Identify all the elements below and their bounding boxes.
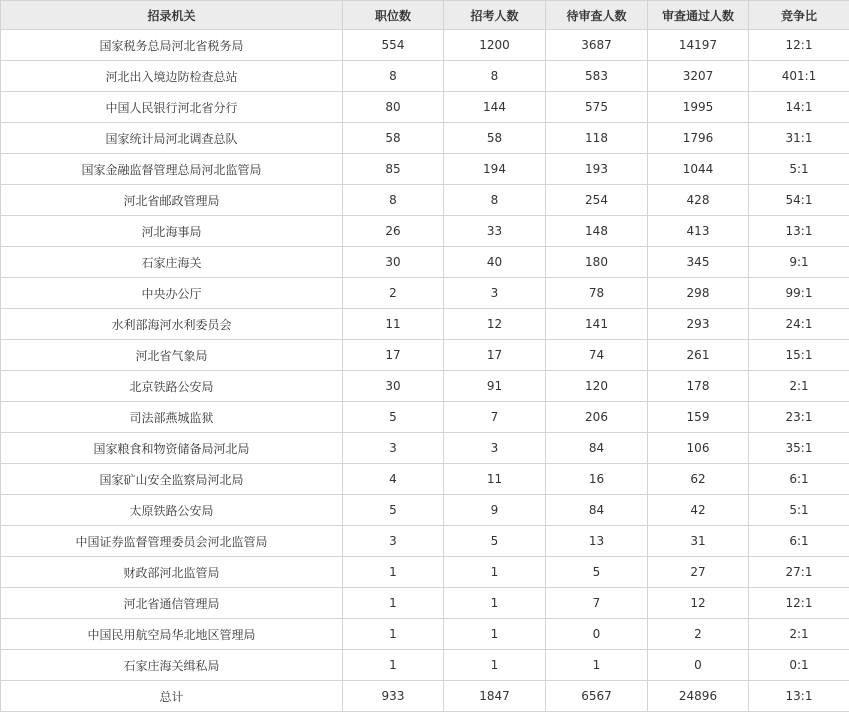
cell-approved: 106 bbox=[648, 433, 749, 464]
cell-approved: 14197 bbox=[648, 30, 749, 61]
cell-approved: 159 bbox=[648, 402, 749, 433]
table-row bbox=[1, 588, 849, 619]
cell-positions: 554 bbox=[343, 30, 444, 61]
table-header bbox=[1, 1, 849, 30]
cell-agency: 石家庄海关缉私局 bbox=[1, 650, 343, 681]
table-row bbox=[1, 526, 849, 557]
cell-positions: 2 bbox=[343, 278, 444, 309]
cell-approved: 42 bbox=[648, 495, 749, 526]
cell-approved: 0 bbox=[648, 650, 749, 681]
cell-agency: 水利部海河水利委员会 bbox=[1, 309, 343, 340]
cell-pending-review: 6567 bbox=[546, 681, 648, 712]
cell-recruits: 3 bbox=[444, 433, 546, 464]
cell-pending-review: 78 bbox=[546, 278, 648, 309]
table-row bbox=[1, 402, 849, 433]
cell-approved: 1044 bbox=[648, 154, 749, 185]
header-row bbox=[1, 1, 849, 30]
cell-recruits: 33 bbox=[444, 216, 546, 247]
cell-agency: 中国人民银行河北省分行 bbox=[1, 92, 343, 123]
header-approved: 审查通过人数 bbox=[648, 1, 749, 30]
cell-pending-review: 193 bbox=[546, 154, 648, 185]
cell-agency: 中国证券监督管理委员会河北监管局 bbox=[1, 526, 343, 557]
cell-pending-review: 118 bbox=[546, 123, 648, 154]
cell-positions: 5 bbox=[343, 495, 444, 526]
cell-agency: 河北海事局 bbox=[1, 216, 343, 247]
cell-positions: 933 bbox=[343, 681, 444, 712]
header-recruits: 招考人数 bbox=[444, 1, 546, 30]
cell-positions: 8 bbox=[343, 185, 444, 216]
cell-competition-ratio: 35:1 bbox=[749, 433, 849, 464]
cell-recruits: 1 bbox=[444, 650, 546, 681]
cell-pending-review: 13 bbox=[546, 526, 648, 557]
cell-competition-ratio: 23:1 bbox=[749, 402, 849, 433]
cell-approved: 62 bbox=[648, 464, 749, 495]
cell-agency: 北京铁路公安局 bbox=[1, 371, 343, 402]
cell-agency: 石家庄海关 bbox=[1, 247, 343, 278]
cell-recruits: 12 bbox=[444, 309, 546, 340]
table-row bbox=[1, 464, 849, 495]
cell-agency: 国家矿山安全监察局河北局 bbox=[1, 464, 343, 495]
cell-competition-ratio: 5:1 bbox=[749, 154, 849, 185]
cell-recruits: 40 bbox=[444, 247, 546, 278]
cell-competition-ratio: 6:1 bbox=[749, 464, 849, 495]
cell-recruits: 11 bbox=[444, 464, 546, 495]
cell-pending-review: 206 bbox=[546, 402, 648, 433]
cell-agency: 中国民用航空局华北地区管理局 bbox=[1, 619, 343, 650]
cell-approved: 413 bbox=[648, 216, 749, 247]
cell-positions: 4 bbox=[343, 464, 444, 495]
cell-competition-ratio: 401:1 bbox=[749, 61, 849, 92]
table-row bbox=[1, 278, 849, 309]
header-agency: 招录机关 bbox=[1, 1, 343, 30]
cell-competition-ratio: 12:1 bbox=[749, 588, 849, 619]
cell-agency: 国家统计局河北调查总队 bbox=[1, 123, 343, 154]
cell-competition-ratio: 24:1 bbox=[749, 309, 849, 340]
cell-pending-review: 16 bbox=[546, 464, 648, 495]
cell-approved: 293 bbox=[648, 309, 749, 340]
cell-recruits: 8 bbox=[444, 61, 546, 92]
table-row-total bbox=[1, 681, 849, 712]
cell-positions: 8 bbox=[343, 61, 444, 92]
cell-competition-ratio: 5:1 bbox=[749, 495, 849, 526]
cell-positions: 11 bbox=[343, 309, 444, 340]
cell-recruits: 144 bbox=[444, 92, 546, 123]
table-row bbox=[1, 650, 849, 681]
cell-competition-ratio: 14:1 bbox=[749, 92, 849, 123]
cell-agency: 国家税务总局河北省税务局 bbox=[1, 30, 343, 61]
table-row bbox=[1, 92, 849, 123]
cell-recruits: 91 bbox=[444, 371, 546, 402]
table-row bbox=[1, 340, 849, 371]
cell-agency: 河北省气象局 bbox=[1, 340, 343, 371]
cell-agency: 司法部燕城监狱 bbox=[1, 402, 343, 433]
cell-pending-review: 3687 bbox=[546, 30, 648, 61]
cell-approved: 24896 bbox=[648, 681, 749, 712]
cell-agency: 总计 bbox=[1, 681, 343, 712]
cell-competition-ratio: 2:1 bbox=[749, 619, 849, 650]
cell-pending-review: 1 bbox=[546, 650, 648, 681]
cell-pending-review: 148 bbox=[546, 216, 648, 247]
cell-agency: 河北省通信管理局 bbox=[1, 588, 343, 619]
table-row bbox=[1, 123, 849, 154]
cell-pending-review: 84 bbox=[546, 495, 648, 526]
cell-pending-review: 84 bbox=[546, 433, 648, 464]
cell-pending-review: 180 bbox=[546, 247, 648, 278]
cell-approved: 178 bbox=[648, 371, 749, 402]
cell-competition-ratio: 99:1 bbox=[749, 278, 849, 309]
cell-approved: 261 bbox=[648, 340, 749, 371]
cell-positions: 3 bbox=[343, 433, 444, 464]
cell-approved: 3207 bbox=[648, 61, 749, 92]
header-pending-review: 待审查人数 bbox=[546, 1, 648, 30]
cell-approved: 1796 bbox=[648, 123, 749, 154]
cell-approved: 12 bbox=[648, 588, 749, 619]
cell-approved: 27 bbox=[648, 557, 749, 588]
cell-positions: 58 bbox=[343, 123, 444, 154]
cell-recruits: 8 bbox=[444, 185, 546, 216]
table-row bbox=[1, 557, 849, 588]
cell-competition-ratio: 0:1 bbox=[749, 650, 849, 681]
table-row bbox=[1, 495, 849, 526]
table-row bbox=[1, 247, 849, 278]
cell-competition-ratio: 6:1 bbox=[749, 526, 849, 557]
header-positions: 职位数 bbox=[343, 1, 444, 30]
cell-approved: 345 bbox=[648, 247, 749, 278]
cell-recruits: 7 bbox=[444, 402, 546, 433]
cell-positions: 80 bbox=[343, 92, 444, 123]
cell-recruits: 1 bbox=[444, 557, 546, 588]
cell-competition-ratio: 2:1 bbox=[749, 371, 849, 402]
cell-pending-review: 254 bbox=[546, 185, 648, 216]
cell-positions: 17 bbox=[343, 340, 444, 371]
cell-recruits: 9 bbox=[444, 495, 546, 526]
cell-positions: 5 bbox=[343, 402, 444, 433]
cell-competition-ratio: 54:1 bbox=[749, 185, 849, 216]
table-row bbox=[1, 309, 849, 340]
cell-approved: 31 bbox=[648, 526, 749, 557]
cell-competition-ratio: 15:1 bbox=[749, 340, 849, 371]
cell-positions: 3 bbox=[343, 526, 444, 557]
cell-agency: 河北出入境边防检查总站 bbox=[1, 61, 343, 92]
cell-positions: 30 bbox=[343, 371, 444, 402]
cell-competition-ratio: 13:1 bbox=[749, 681, 849, 712]
table-row bbox=[1, 61, 849, 92]
cell-competition-ratio: 9:1 bbox=[749, 247, 849, 278]
cell-positions: 30 bbox=[343, 247, 444, 278]
cell-pending-review: 583 bbox=[546, 61, 648, 92]
cell-agency: 财政部河北监管局 bbox=[1, 557, 343, 588]
cell-pending-review: 141 bbox=[546, 309, 648, 340]
cell-agency: 国家粮食和物资储备局河北局 bbox=[1, 433, 343, 464]
cell-recruits: 194 bbox=[444, 154, 546, 185]
table-body bbox=[1, 30, 849, 712]
table-row bbox=[1, 154, 849, 185]
cell-approved: 1995 bbox=[648, 92, 749, 123]
cell-recruits: 17 bbox=[444, 340, 546, 371]
cell-recruits: 1 bbox=[444, 588, 546, 619]
cell-positions: 1 bbox=[343, 557, 444, 588]
cell-recruits: 1847 bbox=[444, 681, 546, 712]
table-row bbox=[1, 30, 849, 61]
cell-positions: 1 bbox=[343, 588, 444, 619]
cell-approved: 298 bbox=[648, 278, 749, 309]
cell-competition-ratio: 13:1 bbox=[749, 216, 849, 247]
cell-recruits: 1200 bbox=[444, 30, 546, 61]
table-row bbox=[1, 216, 849, 247]
cell-positions: 1 bbox=[343, 650, 444, 681]
cell-positions: 85 bbox=[343, 154, 444, 185]
cell-competition-ratio: 12:1 bbox=[749, 30, 849, 61]
cell-pending-review: 74 bbox=[546, 340, 648, 371]
cell-recruits: 3 bbox=[444, 278, 546, 309]
cell-competition-ratio: 27:1 bbox=[749, 557, 849, 588]
cell-positions: 1 bbox=[343, 619, 444, 650]
cell-competition-ratio: 31:1 bbox=[749, 123, 849, 154]
cell-agency: 中央办公厅 bbox=[1, 278, 343, 309]
header-competition-ratio: 竞争比 bbox=[749, 1, 849, 30]
cell-recruits: 58 bbox=[444, 123, 546, 154]
cell-pending-review: 0 bbox=[546, 619, 648, 650]
cell-approved: 2 bbox=[648, 619, 749, 650]
cell-pending-review: 575 bbox=[546, 92, 648, 123]
cell-pending-review: 120 bbox=[546, 371, 648, 402]
cell-recruits: 5 bbox=[444, 526, 546, 557]
table-row bbox=[1, 185, 849, 216]
table-row bbox=[1, 433, 849, 464]
cell-agency: 国家金融监督管理总局河北监管局 bbox=[1, 154, 343, 185]
cell-approved: 428 bbox=[648, 185, 749, 216]
cell-agency: 太原铁路公安局 bbox=[1, 495, 343, 526]
cell-pending-review: 7 bbox=[546, 588, 648, 619]
cell-recruits: 1 bbox=[444, 619, 546, 650]
cell-pending-review: 5 bbox=[546, 557, 648, 588]
table-row bbox=[1, 371, 849, 402]
cell-agency: 河北省邮政管理局 bbox=[1, 185, 343, 216]
table-row bbox=[1, 619, 849, 650]
cell-positions: 26 bbox=[343, 216, 444, 247]
